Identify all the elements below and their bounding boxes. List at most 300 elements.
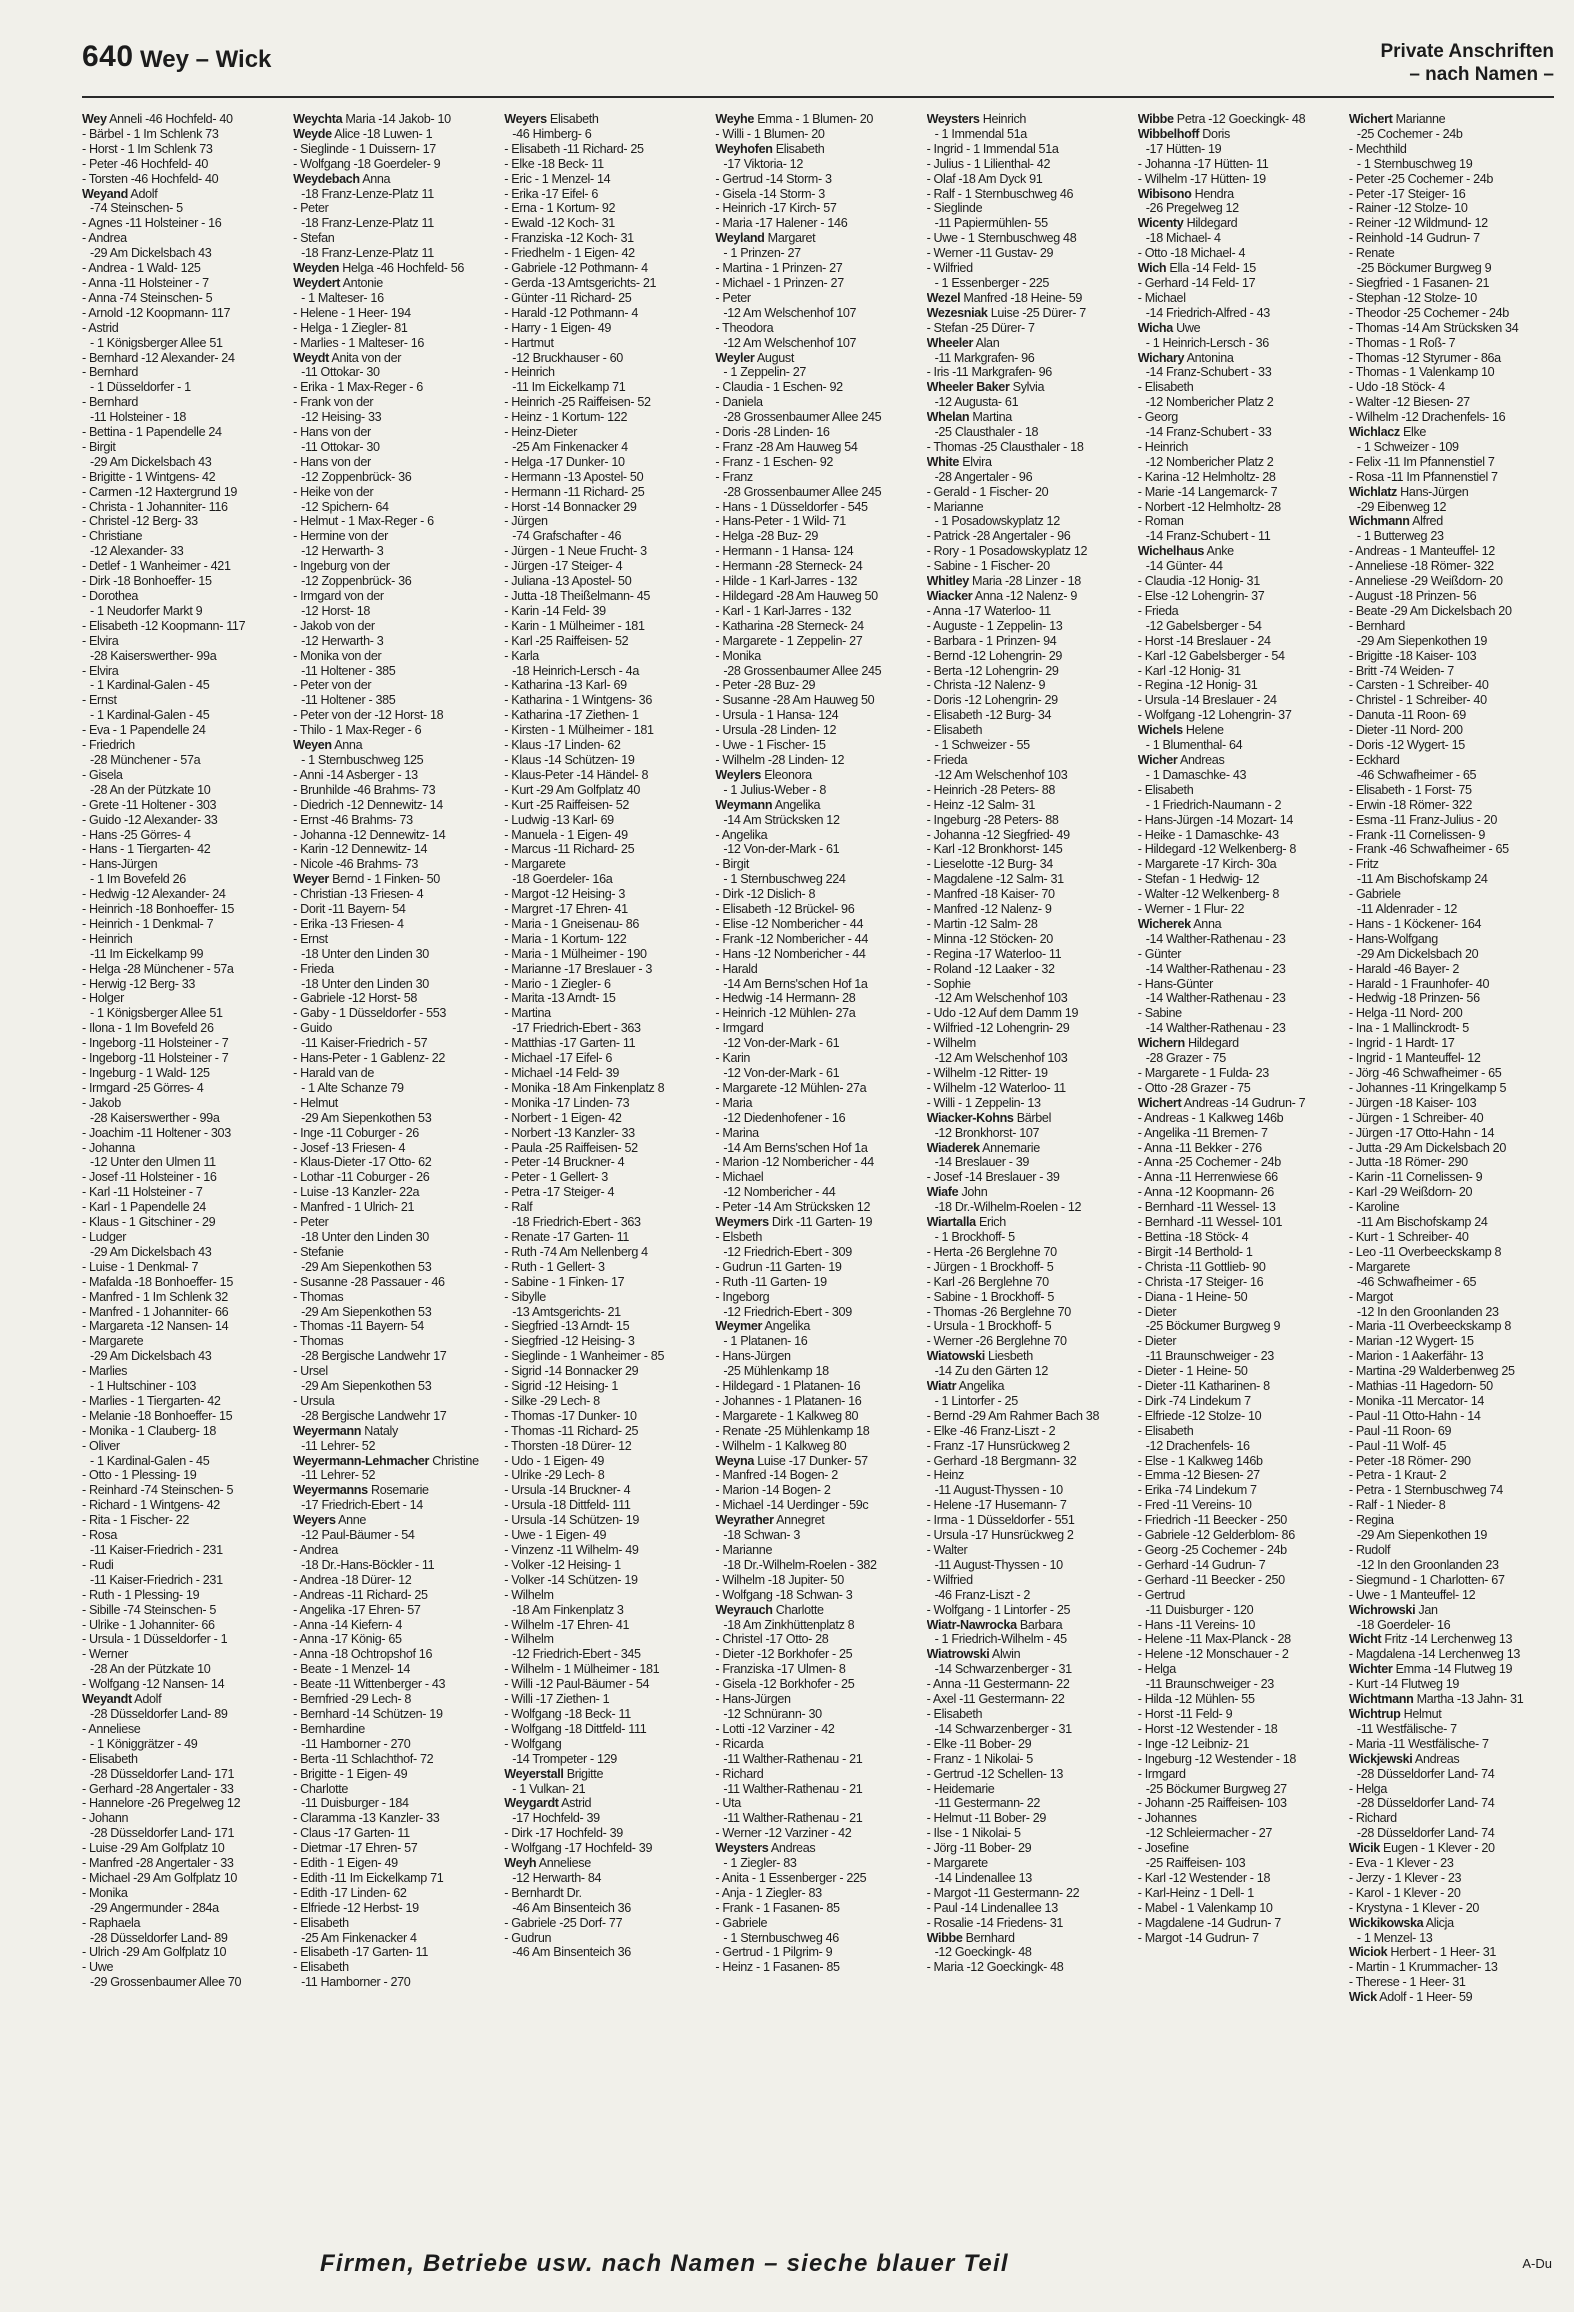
surname-entry (1349, 1692, 1554, 1707)
surname-entry (504, 112, 709, 127)
surname-entry (1138, 216, 1343, 231)
listing-entry: - Peter - 1 Gellert- 3 (504, 1170, 608, 1185)
listing-entry: - Herwig -12 Berg- 33 (82, 976, 196, 991)
surname-entry (1138, 544, 1343, 559)
listing-entry: - Eva - 1 Papendelle 24 (82, 723, 206, 738)
address-continuation: -29 Am Siepenkothen 19 (1356, 633, 1488, 648)
listing-entry: - Ernst -46 Brahms- 73 (293, 812, 413, 827)
listing-entry: - Harald -12 Pothmann- 4 (504, 305, 638, 320)
listing-entry: - Heinz - 1 Fasanen- 85 (715, 1960, 840, 1975)
listing-entry: - Peter (715, 290, 751, 305)
entry-detail: Marianne (1392, 112, 1446, 126)
listing-entry: - Kurt -14 Flutweg 19 (1348, 1677, 1460, 1692)
listing-entry: - Helga -17 Dunker- 10 (504, 454, 625, 469)
listing-entry: - Horst - 1 Im Schlenk 73 (82, 141, 213, 156)
listing-entry: - Margret -17 Ehren- 41 (504, 902, 628, 917)
listing-entry: - Susanne -28 Am Hauweg 50 (715, 693, 875, 708)
entry-detail: Antonie (340, 275, 383, 290)
listing-entry: - Sibylle (504, 1289, 546, 1304)
entry-detail: Maria -14 Jakob- 10 (342, 112, 451, 126)
listing-entry: - Peter -18 Römer- 290 (1348, 1453, 1471, 1468)
listing-entry: - Gertrud (1137, 1587, 1185, 1602)
address-continuation: -18 Franz-Lenze-Platz 11 (301, 186, 434, 201)
listing-entry: - Margot -11 Gestermann- 22 (926, 1885, 1080, 1900)
address-continuation: -14 Am Berns'schen Hof 1a (723, 1140, 868, 1155)
listing-entry: - Wilhelm (926, 1036, 976, 1051)
listing-entry: - Michael -29 Am Golfplatz 10 (82, 1870, 238, 1885)
listing-entry: - Ursula -14 Schützen- 19 (504, 1513, 640, 1528)
address-continuation: -12 Gabelsberger - 54 (1145, 618, 1262, 633)
listing-entry: - Johanna (82, 1140, 135, 1155)
surname: Wichrowski (1348, 1602, 1416, 1617)
address-continuation: -12 Augusta- 61 (934, 395, 1019, 410)
listing-entry: - Susanne -28 Passauer - 46 (293, 1274, 445, 1289)
listing-entry: - Karl -26 Berglehne 70 (926, 1274, 1049, 1289)
entry-detail: Andreas (768, 1841, 816, 1856)
address-continuation: -11 Walther-Rathenau - 21 (723, 1751, 863, 1766)
listing-entry: - Johanna -12 Dennewitz- 14 (293, 827, 446, 842)
listing-entry: - Paul -11 Roon- 69 (1348, 1423, 1452, 1438)
section-title-line-1: Private Anschriften (1380, 41, 1554, 62)
listing-entry: - Mario - 1 Ziegler- 6 (504, 976, 611, 991)
listing-entry: - Marion -12 Nombericher - 44 (715, 1155, 874, 1170)
listing-entry: - Hedwig -12 Alexander- 24 (82, 887, 226, 902)
listing-entry: - Katharina -13 Karl- 69 (504, 678, 627, 693)
listing-entry: - Michael -14 Feld- 39 (504, 1066, 620, 1080)
listing-entry: - Ursula (293, 1393, 335, 1408)
listing-entry: - Michael (715, 1170, 764, 1185)
listing-entry: - Manfred -28 Angertaler - 33 (82, 1856, 234, 1871)
address-continuation: -18 Goerdeler- 16 (1356, 1617, 1451, 1632)
listing-entry: - Paul -14 Lindenallee 13 (926, 1900, 1058, 1915)
surname-entry (1138, 723, 1343, 738)
listing-entry: - Wilfried (926, 1572, 973, 1587)
listing-entry: - Ewald -12 Koch- 31 (504, 216, 615, 231)
entry-detail: August (754, 350, 794, 365)
listing-entry: - Manfred -18 Kaiser- 70 (926, 887, 1055, 902)
listing-entry: - Martin -12 Salm- 28 (926, 916, 1038, 931)
listing-entry: - Christel -17 Otto- 28 (715, 1632, 829, 1647)
listing-entry: - Thomas - 1 Roß- 7 (1348, 335, 1456, 350)
listing-entry: - Peter -25 Cochemer - 24b (1348, 171, 1494, 186)
page-footer (0, 2250, 1574, 2290)
name-range: Wey – Wick (140, 46, 272, 73)
listing-entry: - Anna -11 Herrenwiese 66 (1137, 1170, 1278, 1185)
listing-entry: - Magdalena -14 Lerchenweg 13 (1348, 1647, 1521, 1662)
listing-entry: - Siegfried - 1 Fasanen- 21 (1348, 275, 1490, 290)
listing-entry: - Thomas - 1 Valenkamp 10 (1348, 365, 1495, 380)
surname-entry (1138, 321, 1343, 336)
address-continuation: -28 Grazer - 75 (1145, 1051, 1226, 1066)
listing-entry: - Vinzenz -11 Wilhelm- 49 (504, 1543, 639, 1557)
listing-entry: - Petra -17 Steiger- 4 (504, 1185, 615, 1200)
surname-entry (1138, 112, 1343, 127)
entry-detail: Alicja (1423, 1915, 1454, 1930)
listing-entry: - Helga - 1 Ziegler- 81 (293, 320, 408, 335)
listing-entry: - Sabine - 1 Brockhoff- 5 (926, 1289, 1055, 1304)
address-continuation: -12 In den Groonlanden 23 (1356, 1557, 1499, 1572)
listing-entry: - Johannes (1137, 1811, 1197, 1826)
entry-detail: Sylvia (1009, 380, 1045, 395)
address-continuation: -28 Düsseldorfer Land- 89 (90, 1930, 228, 1945)
listing-entry: - Martina - 1 Prinzen- 27 (715, 261, 843, 276)
listing-entry: - Willi - 1 Zeppelin- 13 (926, 1095, 1041, 1110)
listing-entry: - Hans-Jürgen -14 Mozart- 14 (1137, 812, 1294, 827)
listing-entry: - Wolfgang -12 Nansen- 14 (82, 1677, 225, 1692)
listing-entry: - Heike - 1 Damaschke- 43 (1137, 827, 1279, 842)
entry-detail: Brigitte (563, 1766, 604, 1781)
listing-entry: - Peter -28 Buz- 29 (715, 678, 816, 693)
listing-entry: - Thomas (293, 1334, 344, 1349)
listing-entry: - Wolfgang -18 Schwan- 3 (715, 1587, 853, 1602)
listing-entry: - Roland -12 Laaker - 32 (926, 961, 1055, 976)
listing-entry: - Heinrich -12 Mühlen- 27a (715, 1006, 856, 1021)
listing-entry: - Fritz (1348, 857, 1379, 872)
listing-entry: - Rosalie -14 Friedens- 31 (926, 1915, 1064, 1930)
listing-entry: - Fred -11 Vereins- 10 (1137, 1498, 1252, 1513)
address-continuation: - 1 Hultschiner - 103 (90, 1379, 197, 1394)
listing-entry: - Michael -14 Uerdinger - 59c (715, 1498, 869, 1513)
listing-entry: - Brigitte -18 Kaiser- 103 (1348, 648, 1477, 663)
surname-entry (715, 351, 920, 366)
listing-entry: - Anna -11 Bekker - 276 (1137, 1140, 1262, 1155)
entry-detail: Angelika (762, 1319, 811, 1334)
listing-entry: - Gertrud -14 Storm- 3 (715, 171, 832, 186)
listing-entry: - Richard - 1 Wintgens- 42 (82, 1498, 220, 1513)
surname-entry (1138, 351, 1343, 366)
listing-entry: - Karin - 1 Mülheimer - 181 (504, 618, 645, 633)
entry-detail: Liesbeth (984, 1349, 1033, 1364)
address-continuation: - 1 Sternbuschweg 125 (301, 752, 424, 767)
entry-detail: Martha -13 Jahn- 31 (1413, 1692, 1524, 1707)
listing-entry: - Jürgen - 1 Brockhoff- 5 (926, 1259, 1054, 1274)
listing-entry: - Elise -12 Nombericher - 44 (715, 916, 864, 931)
listing-entry: - Kurt -29 Am Golfplatz 40 (504, 782, 641, 797)
listing-entry: - Jürgen - 1 Neue Frucht- 3 (504, 544, 647, 559)
listing-entry: - Frieda (293, 961, 334, 976)
address-continuation: -14 Franz-Schubert - 33 (1145, 365, 1272, 380)
entry-detail: Hans-Jürgen (1397, 484, 1469, 499)
entry-detail: Christine (429, 1453, 479, 1468)
listing-entry: - Johannes - 1 Platanen- 16 (715, 1393, 862, 1408)
address-continuation: -12 Herwarth- 3 (301, 633, 384, 648)
listing-entry: - Dirk -17 Hochfeld- 39 (504, 1826, 623, 1841)
surname-entry (293, 872, 498, 887)
entry-detail: Angelika (772, 797, 821, 812)
surname-entry (927, 380, 1132, 395)
listing-entry: - Wolfgang - 1 Lintorfer - 25 (926, 1602, 1071, 1617)
listing-entry: - Stefan (293, 231, 335, 246)
listing-entry: - Uwe - 1 Eigen- 49 (504, 1528, 607, 1543)
listing-entry: - Josef -11 Holsteiner - 16 (82, 1170, 217, 1185)
entry-detail: Helene (1182, 723, 1224, 738)
listing-entry: - Detlef - 1 Wanheimer - 421 (82, 559, 231, 574)
listing-entry: - Ulrich -29 Am Golfplatz 10 (82, 1945, 227, 1960)
listing-entry: - Hedwig -18 Prinzen- 56 (1348, 991, 1480, 1006)
listing-entry: - Anna -74 Steinschen- 5 (82, 290, 213, 305)
listing-entry: - Elfriede -12 Herbst- 19 (293, 1900, 419, 1915)
listing-entry: - Doris -12 Wygert- 15 (1348, 738, 1465, 753)
listing-entry: - Marion - 1 Aakerfähr- 13 (1348, 1349, 1484, 1364)
listing-entry: - Ursula - 1 Hansa- 124 (715, 708, 839, 723)
listing-entry: - Hans-Peter - 1 Gablenz- 22 (293, 1051, 446, 1066)
listing-entry: - Elke -11 Bober- 29 (926, 1736, 1032, 1751)
entry-detail: Anne (335, 1513, 367, 1528)
surname: Weysters (926, 112, 980, 126)
listing-entry: - Franziska -12 Koch- 31 (504, 231, 634, 246)
listing-entry: - Torsten -46 Hochfeld- 40 (82, 171, 219, 186)
listing-entry: - Peter (293, 1215, 329, 1230)
listing-entry: - Stefan - 1 Hedwig- 12 (1137, 872, 1260, 887)
address-continuation: -29 Am Siepenkothen 53 (301, 1259, 432, 1274)
listing-entry: - Bernhard -11 Wessel- 13 (1137, 1200, 1276, 1215)
listing-entry: - Wilhelm -28 Linden- 12 (715, 752, 845, 767)
listing-entry: - Ralf - 1 Nieder- 8 (1348, 1498, 1446, 1513)
listing-entry: - Ulrike -29 Lech- 8 (504, 1468, 605, 1483)
listing-entry: - Karoline (1348, 1200, 1400, 1215)
listing-entry: - Helene - 1 Heer- 194 (293, 305, 411, 320)
listing-entry: - Maria - 1 Gneisenau- 86 (504, 916, 640, 931)
listing-entry: - Hans - 1 Köckener- 164 (1348, 916, 1482, 931)
listing-entry: - Magdalene -12 Salm- 31 (926, 872, 1064, 887)
listing-entry: - Margarete -12 Mühlen- 27a (715, 1080, 867, 1095)
entry-detail: Martina (969, 410, 1012, 425)
listing-entry: - Hedwig -14 Hermann- 28 (715, 991, 856, 1006)
listing-entry: - Mafalda -18 Bonhoeffer- 15 (82, 1274, 233, 1289)
listing-entry: - Bernhard (1348, 618, 1405, 633)
address-continuation: -11 Im Eickelkamp 71 (512, 380, 626, 395)
surname: Weychta (293, 112, 343, 126)
address-continuation: -12 Nombericher Platz 2 (1145, 454, 1274, 469)
listing-entry: - Anna -12 Koopmann- 26 (1137, 1185, 1274, 1200)
listing-entry: - Harald -46 Bayer- 2 (1348, 961, 1460, 976)
address-continuation: -46 Am Binsenteich 36 (512, 1945, 631, 1960)
listing-entry: - Thomas -12 Styrumer - 86a (1348, 350, 1501, 365)
address-continuation: - 1 Immendal 51a (934, 126, 1027, 141)
listing-entry: - Stefanie (293, 1244, 344, 1259)
surname: Weyh (504, 1856, 537, 1871)
listing-entry: - Peter (293, 201, 329, 216)
listing-entry: - Christiane (82, 529, 143, 544)
surname-entry (1349, 1632, 1554, 1647)
listing-entry: - Katharina - 1 Wintgens- 36 (504, 693, 652, 708)
listing-entry: - Joachim -11 Holtener - 303 (82, 1125, 231, 1140)
listing-entry: - Ingeburg von der (293, 559, 390, 574)
address-continuation: - 1 Friedrich-Naumann - 2 (1145, 797, 1282, 812)
surname: Wiciok (1348, 1945, 1388, 1960)
listing-entry: - Elisabeth -12 Burg- 34 (926, 708, 1052, 723)
listing-entry: - Jakob (82, 1095, 121, 1110)
listing-entry: - Christa -11 Gottlieb- 90 (1137, 1259, 1266, 1274)
listing-entry: - Josef -14 Breslauer - 39 (926, 1170, 1060, 1185)
address-continuation: -11 Im Eickelkamp 99 (90, 946, 204, 961)
address-continuation: - 1 Posadowskyplatz 12 (934, 514, 1060, 529)
surname: White (926, 454, 960, 469)
listing-entry: - Gerhard -11 Beecker - 250 (1137, 1572, 1285, 1587)
listing-entry: - Heinrich -25 Raiffeisen- 52 (504, 395, 651, 410)
listing-entry: - Frieda (926, 752, 968, 767)
surname: Weydt (293, 350, 329, 365)
listing-entry: - Ina - 1 Mallinckrodt- 5 (1348, 1021, 1469, 1036)
listing-entry: - Elisabeth (1137, 1423, 1194, 1438)
address-continuation: - 1 Sternbuschweg 46 (723, 1930, 839, 1945)
listing-entry: - Theodora (715, 320, 774, 335)
listing-entry: - Renate (1348, 246, 1395, 261)
listing-entry: - Gudrun (504, 1930, 552, 1945)
address-continuation: -11 Walther-Rathenau - 21 (723, 1781, 863, 1796)
listing-entry: - Manfred - 1 Im Schlenk 32 (82, 1289, 228, 1304)
listing-entry: - Renate -17 Garten- 11 (504, 1229, 630, 1244)
address-continuation: -12 Zoppenbrück- 36 (301, 574, 412, 589)
listing-entry: - Uwe - 1 Manteuffel- 12 (1348, 1587, 1476, 1602)
address-continuation: -28 Düsseldorfer Land- 89 (90, 1706, 228, 1721)
listing-entry: - Dirk -18 Bonhoeffer- 15 (82, 574, 212, 589)
listing-entry: - Sabine - 1 Fischer- 20 (926, 559, 1050, 574)
listing-entry: - Klaus-Peter -14 Händel- 8 (504, 767, 649, 782)
listing-entry: - Claramma -13 Kanzler- 33 (293, 1811, 440, 1826)
address-continuation: -28 Angertaler - 96 (934, 469, 1033, 484)
listing-entry: - Ingeburg -12 Westender - 18 (1137, 1751, 1297, 1766)
address-continuation: -11 Gestermann- 22 (934, 1796, 1041, 1811)
surname-entry (927, 1141, 1132, 1156)
address-continuation: -12 Schleiermacher - 27 (1145, 1826, 1273, 1841)
surname: Wichelhaus (1137, 544, 1205, 559)
listing-entry: - Heinrich -28 Peters- 88 (926, 782, 1055, 797)
listing-entry: - Ilse - 1 Nikolai- 5 (926, 1826, 1021, 1841)
entry-detail: Barbara (1016, 1617, 1063, 1632)
listing-entry: - Margareta -12 Nansen- 14 (82, 1319, 229, 1334)
listing-entry: - Wilhelm - 1 Mülheimer - 181 (504, 1662, 660, 1677)
listing-entry: - Elvira (82, 663, 119, 678)
listing-entry: - Karl -25 Raiffeisen- 52 (504, 633, 629, 648)
listing-entry: - Monika (715, 648, 761, 663)
listing-entry: - Reinhard -74 Steinschen- 5 (82, 1483, 234, 1498)
surname-entry (927, 455, 1132, 470)
listing-entry: - Franziska -17 Ulmen- 8 (715, 1662, 846, 1677)
address-continuation: -25 Raiffeisen- 103 (1145, 1856, 1246, 1871)
listing-entry: - Anna -17 König- 65 (293, 1632, 402, 1647)
listing-entry: - Marianne (715, 1543, 773, 1557)
listing-entry: - Wilhelm -18 Jupiter- 50 (715, 1572, 844, 1587)
listing-entry: - Peter von der (293, 678, 372, 693)
address-continuation: -14 Breslauer - 39 (934, 1155, 1030, 1170)
address-continuation: - 1 Im Bovefeld 26 (90, 872, 186, 887)
listing-entry: - Frank -46 Schwafheimer - 65 (1348, 842, 1509, 857)
address-continuation: - 1 Alte Schanze 79 (301, 1080, 404, 1095)
entry-detail: Margaret (764, 231, 816, 246)
listing-entry: - Renate -25 Mühlenkamp 18 (715, 1423, 870, 1438)
surname-entry (1349, 1841, 1554, 1856)
entry-detail: Bernhard (962, 1930, 1015, 1945)
address-continuation: -14 Walther-Rathenau - 23 (1145, 1021, 1286, 1036)
listing-entry: - Angelika -11 Bremen- 7 (1137, 1125, 1268, 1140)
listing-entry: - Carsten - 1 Schreiber- 40 (1348, 678, 1489, 693)
surname: Weylers (715, 767, 762, 782)
listing-entry: - Gerda -13 Amtsgerichts- 21 (504, 275, 657, 290)
address-continuation: -28 Bergische Landwehr 17 (301, 1408, 447, 1423)
listing-entry: - Norbert -13 Kanzler- 33 (504, 1125, 635, 1140)
listing-entry: - Heinrich - 1 Denkmal- 7 (82, 916, 214, 931)
listing-entry: - Margarete - 1 Fulda- 23 (1137, 1066, 1269, 1080)
address-continuation: -11 Walther-Rathenau - 21 (723, 1811, 863, 1826)
listing-entry: - Sieglinde - 1 Wanheimer - 85 (504, 1349, 665, 1364)
listing-entry: - Edith -17 Linden- 62 (293, 1885, 407, 1900)
surname-entry (293, 172, 498, 187)
surname: Wiatowski (926, 1349, 985, 1364)
entry-detail: Manfred -18 Heine- 59 (960, 290, 1083, 305)
surname-entry (1349, 1662, 1554, 1677)
listing-entry: - Ludger (82, 1229, 127, 1244)
surname-entry (1138, 917, 1343, 932)
listing-entry: - Friedrich (82, 738, 135, 753)
listing-entry: - Ursel (293, 1364, 328, 1379)
address-continuation: -46 Himberg- 6 (512, 126, 592, 141)
address-continuation: -29 Am Dickelsbach 43 (90, 454, 212, 469)
listing-entry: - Petra - 1 Sternbuschweg 74 (1348, 1483, 1503, 1498)
address-continuation: -11 Westfälische- 7 (1356, 1721, 1457, 1736)
listing-entry: - Thomas -26 Berglehne 70 (926, 1304, 1071, 1319)
address-continuation: -17 Friedrich-Ebert - 363 (512, 1021, 641, 1036)
listing-entry: - Elisabeth (1137, 380, 1194, 395)
entry-detail: Anneli -46 Hochfeld- 40 (106, 112, 233, 126)
listing-entry: - Karol - 1 Klever - 20 (1348, 1885, 1461, 1900)
entry-detail: Anita von der (328, 350, 402, 365)
surname: Weydert (293, 275, 341, 290)
listing-entry: - Irmgard von der (293, 589, 384, 603)
surname-entry (715, 1603, 920, 1618)
listing-entry: - Lieselotte -12 Burg- 34 (926, 857, 1053, 872)
listing-entry: - Willi - 1 Blumen- 20 (715, 126, 825, 141)
address-continuation: -12 Bronkhorst- 107 (934, 1125, 1040, 1140)
entry-detail: Adolf (127, 186, 158, 201)
listing-entry: - Ulrike - 1 Johanniter- 66 (82, 1617, 215, 1632)
listing-entry: - Josef -13 Friesen- 4 (293, 1140, 406, 1155)
listing-entry: - Ursula - 1 Brockhoff- 5 (926, 1319, 1052, 1334)
listing-entry: - Daniela (715, 395, 763, 410)
listing-entry: - Heinrich -17 Kirch- 57 (715, 201, 837, 216)
listing-entry: - Wolfgang -18 Beck- 11 (504, 1706, 631, 1721)
address-continuation: -12 Unter den Ulmen 11 (90, 1155, 216, 1170)
entry-detail: Erich (975, 1215, 1006, 1230)
listing-entry: - Ruth - 1 Plessing- 19 (82, 1587, 200, 1602)
address-continuation: - 1 Malteser- 16 (301, 290, 384, 305)
address-continuation: -13 Amtsgerichts- 21 (512, 1304, 621, 1319)
address-continuation: -25 Am Finkenacker 4 (512, 439, 628, 454)
listing-entry: - Margarete - 1 Kalkweg 80 (715, 1408, 859, 1423)
surname: Weydebach (293, 171, 360, 186)
listing-entry: - Peter von der -12 Horst- 18 (293, 708, 444, 723)
listing-entry: - Elfriede -12 Stolze- 10 (1137, 1408, 1262, 1423)
address-continuation: -28 An der Pützkate 10 (90, 782, 211, 797)
listing-entry: - Claudia - 1 Eschen- 92 (715, 380, 843, 395)
listing-entry: - Siegfried -12 Heising- 3 (504, 1334, 635, 1349)
surname-entry (715, 798, 920, 813)
address-continuation: -29 Am Siepenkothen 53 (301, 1304, 432, 1319)
address-continuation: -11 Holsteiner - 18 (90, 410, 187, 425)
surname-entry (1138, 1036, 1343, 1051)
listing-entry: - Hildegard - 1 Platanen- 16 (715, 1379, 861, 1394)
address-continuation: -18 Michael- 4 (1145, 231, 1221, 246)
surname: Weyermann (293, 1423, 362, 1438)
listing-entry: - Britt -74 Weiden- 7 (1348, 663, 1454, 678)
address-continuation: -11 Braunschweiger - 23 (1145, 1677, 1274, 1692)
listing-entry: - Heinz (926, 1468, 965, 1483)
listing-entry: - Bettina - 1 Papendelle 24 (82, 425, 222, 440)
listing-entry: - Helmut -11 Bober- 29 (926, 1811, 1047, 1826)
address-continuation: -28 Kaiserswerther - 99a (90, 1110, 220, 1125)
listing-entry: - Reiner -12 Wildmund- 12 (1348, 216, 1488, 231)
entry-detail: Uwe (1172, 320, 1201, 335)
